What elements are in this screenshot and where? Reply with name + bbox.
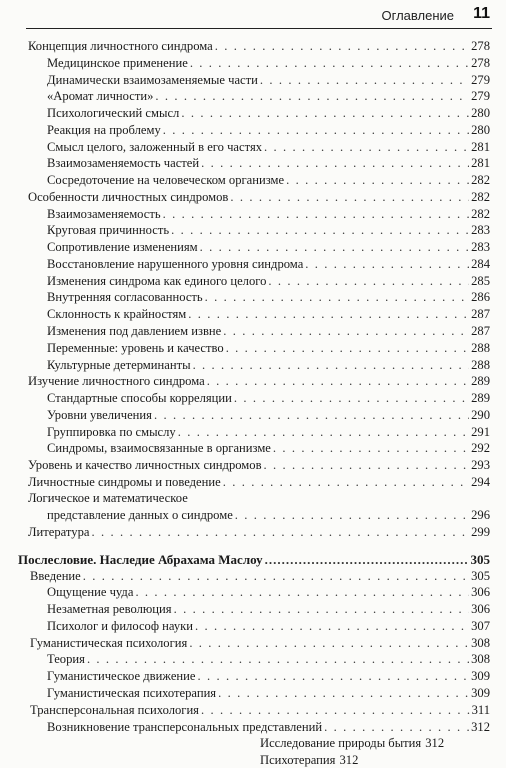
toc-entry-title: Круговая причинность (47, 223, 170, 238)
toc-entry-title: Переменные: уровень и качество (47, 340, 224, 355)
toc-entry-page: 305 (470, 551, 490, 567)
toc-entry[interactable] (47, 122, 490, 138)
toc-leader (174, 602, 470, 617)
toc-entry-title: Введение (30, 568, 81, 583)
toc-entry[interactable] (28, 189, 490, 205)
toc-section-heading[interactable] (18, 551, 490, 567)
toc-entry-title: Теория (47, 652, 85, 667)
toc-entry-title: Гуманистическая психотерапия (47, 686, 217, 700)
toc-entry-page: 288 (471, 340, 490, 355)
toc-leader (205, 290, 469, 305)
toc-entry-title: Медицинское применение (47, 55, 188, 70)
toc-entry-title: Незаметная революция (47, 602, 172, 617)
running-header (26, 6, 492, 29)
page-number: 11 (473, 5, 490, 22)
toc-leader (154, 408, 469, 423)
toc-entry[interactable] (47, 407, 490, 423)
toc-leader (190, 56, 469, 71)
toc-leader (201, 156, 469, 171)
toc-leader (218, 686, 469, 701)
toc-entry-page: 309 (471, 669, 490, 684)
toc-entry[interactable] (30, 635, 490, 651)
toc-entry[interactable] (47, 273, 490, 289)
toc-leader (155, 89, 469, 104)
toc-entry[interactable] (28, 474, 490, 490)
toc-entry[interactable] (47, 323, 490, 339)
toc-leader (305, 257, 469, 272)
toc-entry-title: Концепция личностного синдрома (28, 39, 213, 53)
toc-entry-page: 284 (471, 256, 490, 271)
toc-leader (198, 669, 470, 684)
toc-leader (163, 207, 469, 222)
toc-entry-page: 281 (471, 139, 490, 154)
toc-entry-page: 279 (471, 89, 490, 104)
toc-entry-title: Исследование природы бытия (260, 736, 422, 751)
toc-leader (91, 525, 469, 540)
toc-entry-page: 281 (471, 156, 490, 171)
toc-entry-title: Гуманистическая психология (30, 635, 188, 650)
toc-entry-page: 287 (471, 307, 490, 322)
toc-entry-title: Особенности личностных синдромов (28, 189, 229, 204)
toc-entry[interactable] (28, 457, 490, 473)
toc-entry[interactable] (47, 206, 490, 222)
toc-entry-title: Гуманистическое движение (47, 669, 196, 684)
toc-entry-page: 306 (471, 585, 490, 600)
toc-entry-page: 312 (425, 736, 445, 751)
toc-entry-title: Сопротивление изменениям (47, 240, 198, 255)
toc-entry-title[interactable]: Логическое и математическое (28, 490, 188, 505)
toc-leader (230, 190, 469, 205)
toc-entry-page: 287 (471, 324, 490, 338)
toc-entry-title: Смысл целого, заложенный в его частях (47, 139, 263, 154)
toc-leader (200, 240, 469, 255)
toc-leader (207, 374, 469, 389)
toc-leader (181, 106, 469, 121)
toc-entry-page: 278 (471, 55, 490, 70)
toc-leader (260, 73, 469, 88)
toc-entry-title: Послесловие. Наследие Абрахама Маслоу (18, 551, 263, 567)
toc-entry-title: Динамически взаимозаменяемые части (47, 72, 258, 87)
toc-entry[interactable] (47, 155, 490, 171)
toc-entry-page: 289 (471, 374, 490, 389)
toc-entry[interactable] (47, 507, 490, 523)
toc-leader (87, 652, 469, 667)
toc-entry[interactable] (47, 222, 490, 238)
toc-entry-page: 299 (471, 525, 490, 540)
toc-entry[interactable] (30, 702, 490, 718)
toc-entry-page: 280 (471, 122, 490, 137)
toc-entry[interactable] (47, 306, 490, 322)
toc-entry[interactable] (47, 440, 490, 456)
toc-entry-page: 307 (471, 618, 490, 633)
toc-entry[interactable] (28, 373, 490, 389)
toc-entry-title: Реакция на проблему (47, 122, 161, 137)
toc-entry[interactable] (47, 239, 490, 255)
toc-entry-title: «Аромат личности» (47, 89, 154, 104)
toc-leader (188, 307, 469, 322)
toc-entry-page: 311 (471, 702, 490, 717)
toc-leader (189, 636, 469, 651)
toc-entry[interactable] (30, 568, 490, 584)
toc-entry-page: 312 (471, 719, 490, 734)
toc-leader (201, 703, 470, 718)
toc-leader (135, 585, 469, 600)
toc-leader (83, 569, 469, 584)
toc-leader (226, 341, 469, 356)
toc-leader (264, 458, 470, 473)
toc-entry-page: 278 (471, 39, 490, 53)
toc-entry-page: 305 (471, 568, 490, 583)
toc-leader (265, 552, 469, 567)
toc-leader (215, 39, 469, 54)
toc-leader (163, 123, 469, 138)
toc-leader (234, 391, 469, 406)
toc-entry[interactable] (47, 172, 490, 188)
toc-entry-title: Культурные детерминанты (47, 357, 191, 372)
toc-entry[interactable] (47, 601, 490, 617)
toc-leader (268, 274, 469, 289)
toc-entry-title: Психолог и философ науки (47, 618, 193, 633)
toc-entry[interactable] (47, 340, 490, 356)
toc-entry-title: Группировка по смыслу (47, 424, 176, 439)
toc-leader (324, 720, 469, 735)
toc-entry-page: 286 (471, 290, 490, 305)
header-title: Оглавление (381, 8, 454, 23)
toc-leader (223, 475, 469, 490)
toc-entry-page: 293 (471, 458, 490, 472)
toc-entry-page: 306 (471, 602, 490, 617)
toc-entry-title: Трансперсональная психология (30, 702, 199, 717)
toc-entry-title: Сосредоточение на человеческом организме (47, 173, 285, 188)
toc-entry-page: 296 (471, 508, 490, 523)
toc-entry-page: 282 (471, 206, 490, 221)
toc-entry-title: Изменения синдрома как единого целого (47, 273, 267, 288)
toc-entry-page: 288 (471, 357, 490, 372)
toc-entry-page: 308 (471, 635, 490, 650)
toc-entry[interactable] (260, 752, 490, 768)
toc-entry[interactable] (47, 584, 490, 600)
toc-entry-page: 289 (471, 391, 490, 405)
toc-leader (195, 619, 469, 634)
toc-leader (193, 358, 470, 373)
toc-entry[interactable] (28, 524, 490, 540)
toc-entry-title: Взаимозаменяемость (47, 206, 161, 221)
toc-entry[interactable] (47, 55, 490, 71)
toc-leader (286, 173, 469, 188)
toc-entry[interactable] (47, 139, 490, 155)
toc-entry[interactable] (260, 735, 490, 751)
toc-leader (171, 223, 469, 238)
toc-entry[interactable] (47, 424, 490, 440)
toc-entry-page: 282 (471, 189, 490, 204)
toc-leader (178, 425, 469, 440)
toc-entry-page: 294 (471, 474, 490, 489)
toc-entry[interactable] (47, 72, 490, 88)
toc-entry[interactable] (47, 685, 490, 701)
toc-entry[interactable] (47, 651, 490, 667)
toc-entry-title: Изменения под давлением извне (47, 324, 222, 338)
toc-entry-page: 285 (471, 273, 490, 288)
toc-entry-page: 290 (471, 407, 490, 422)
toc-entry[interactable] (28, 38, 490, 54)
toc-entry-title: Психотерапия (260, 753, 336, 767)
toc-entry[interactable] (47, 289, 490, 305)
toc-entry-page: 282 (471, 173, 490, 188)
toc-entry-title: Уровни увеличения (47, 407, 152, 422)
toc-entry[interactable] (47, 88, 490, 104)
toc-entry-page: 279 (471, 72, 490, 87)
toc-entry-title: Литература (28, 525, 90, 540)
toc-leader (235, 508, 469, 523)
toc-entry-title: Ощущение чуда (47, 585, 134, 600)
toc-entry-title: Уровень и качество личностных синдромов (28, 458, 262, 472)
toc-leader (223, 324, 469, 339)
toc-entry-page: 292 (471, 441, 490, 456)
toc-entry[interactable] (47, 668, 490, 684)
toc-entry-page: 283 (471, 223, 490, 238)
toc-entry-title: Стандартные способы корреляции (47, 391, 232, 405)
toc-entry-title: Склонность к крайностям (47, 307, 187, 322)
toc-entry[interactable] (47, 256, 490, 272)
toc-entry[interactable] (47, 719, 490, 735)
toc-entry-title: Возникновение трансперсональных представлений (47, 719, 323, 734)
toc-entry-title: Личностные синдромы и поведение (28, 474, 221, 489)
toc-entry-title: Психологический смысл (47, 106, 180, 120)
toc-entry-page: 283 (471, 240, 490, 255)
toc-leader (273, 441, 469, 456)
toc-entry-page: 312 (339, 753, 359, 767)
toc-entry-page: 308 (471, 652, 490, 667)
toc-entry-title: Взаимозаменяемость частей (47, 156, 200, 171)
toc-entry-page: 291 (471, 424, 490, 439)
toc-entry[interactable] (47, 357, 490, 373)
toc-entry[interactable] (47, 105, 490, 121)
toc-entry-title: Синдромы, взаимосвязанные в организме (47, 441, 271, 456)
toc-entry-title: представление данных о синдроме (47, 508, 233, 523)
toc-entry[interactable] (47, 618, 490, 634)
toc-leader (264, 140, 469, 155)
toc-entry-title: Изучение личностного синдрома (28, 374, 205, 389)
toc-entry[interactable] (47, 390, 490, 406)
toc-entry-page: 280 (471, 106, 490, 120)
toc-entry-title: Внутренняя согласованность (47, 290, 203, 305)
toc-entry-title: Восстановление нарушенного уровня синдрома (47, 256, 304, 271)
toc-entry-page: 309 (471, 686, 490, 700)
